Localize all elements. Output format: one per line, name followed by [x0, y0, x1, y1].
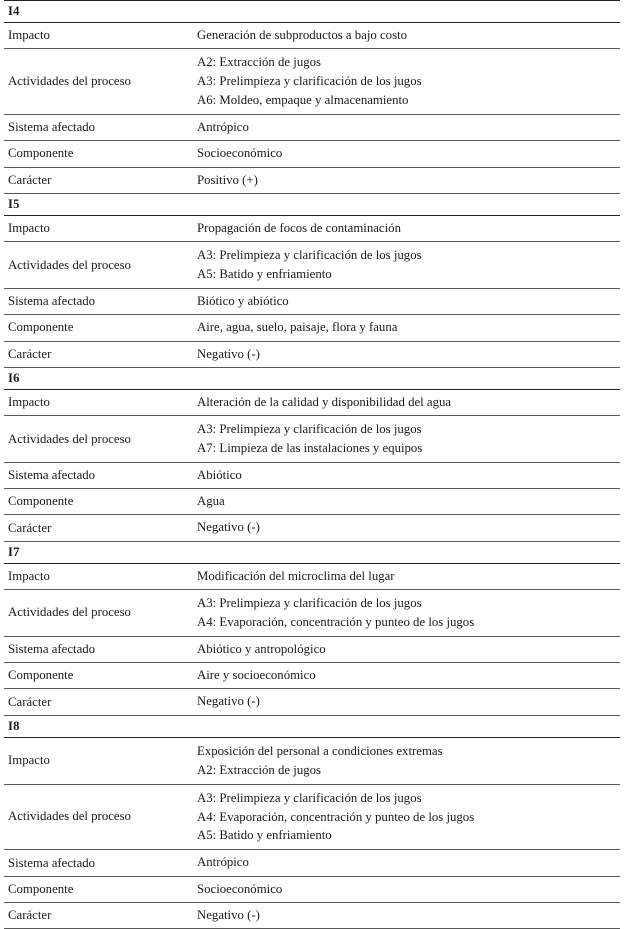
text-block [197, 420, 616, 458]
table-row [4, 902, 620, 928]
table-row [4, 636, 620, 662]
text-line: Negativo (-) [197, 520, 260, 535]
table-row [4, 416, 620, 463]
row-label-sistema: Sistema afectado [4, 115, 191, 141]
row-value-sistema [191, 462, 620, 488]
table-row [4, 663, 620, 689]
text-line: Negativo (-) [197, 907, 260, 922]
row-label-impacto: Impacto [4, 737, 191, 784]
group-id: I8 [4, 715, 620, 737]
table-body [4, 1, 620, 929]
table-row [4, 590, 620, 637]
row-value-componente [191, 489, 620, 515]
table-row [4, 215, 620, 241]
group-id: I6 [4, 367, 620, 389]
row-label-actividades: Actividades del proceso [4, 49, 191, 115]
row-label-actividades: Actividades del proceso [4, 416, 191, 463]
row-label-impacto: Impacto [4, 563, 191, 589]
row-value-impacto [191, 23, 620, 49]
row-value-impacto [191, 563, 620, 589]
table-row [4, 289, 620, 315]
table-row [4, 315, 620, 341]
table-row [4, 784, 620, 850]
row-label-componente: Componente [4, 876, 191, 902]
row-value-impacto [191, 389, 620, 415]
text-line: A3: Prelimpieza y clarificación de los jugos [197, 422, 422, 437]
text-line: A6: Moldeo, empaque y almacenamiento [197, 93, 409, 108]
text-line: Propagación de focos de contaminación [197, 220, 401, 235]
row-label-caracter: Carácter [4, 167, 191, 193]
row-label-componente: Componente [4, 663, 191, 689]
text-block [197, 742, 616, 780]
text-line: Socioeconómico [197, 146, 283, 161]
row-value-sistema [191, 289, 620, 315]
row-label-impacto: Impacto [4, 215, 191, 241]
row-value-componente [191, 663, 620, 689]
row-label-sistema: Sistema afectado [4, 636, 191, 662]
text-line: A7: Limpieza de las instalaciones y equipos [197, 441, 423, 456]
text-line: A3: Prelimpieza y clarificación de los jugos [197, 596, 422, 611]
text-line: A3: Prelimpieza y clarificación de los jugos [197, 790, 422, 805]
text-line: A3: Prelimpieza y clarificación de los jugos [197, 248, 422, 263]
text-line: A5: Batido y enfriamiento [197, 267, 332, 282]
row-value-caracter [191, 167, 620, 193]
row-label-sistema: Sistema afectado [4, 289, 191, 315]
group-id: I7 [4, 541, 620, 563]
row-value-caracter [191, 902, 620, 928]
row-label-caracter: Carácter [4, 689, 191, 715]
row-label-sistema: Sistema afectado [4, 850, 191, 876]
row-label-componente: Componente [4, 489, 191, 515]
text-line: Negativo (-) [197, 346, 260, 361]
group-id: I5 [4, 193, 620, 215]
row-label-impacto: Impacto [4, 389, 191, 415]
text-line: Socioeconómico [197, 881, 283, 896]
text-line: Aire, agua, suelo, paisaje, flora y fauna [197, 320, 398, 335]
table-row [4, 737, 620, 784]
row-label-sistema: Sistema afectado [4, 462, 191, 488]
row-value-caracter [191, 515, 620, 541]
text-line: Negativo (-) [197, 694, 260, 709]
row-value-actividades [191, 242, 620, 289]
row-value-actividades [191, 49, 620, 115]
row-label-impacto: Impacto [4, 23, 191, 49]
row-value-componente [191, 876, 620, 902]
row-value-actividades [191, 590, 620, 637]
table-row [4, 242, 620, 289]
text-line: A5: Batido y enfriamiento [197, 828, 332, 843]
row-label-caracter: Carácter [4, 341, 191, 367]
text-block [197, 594, 616, 632]
group-id: I4 [4, 1, 620, 23]
text-line: Abiótico [197, 467, 242, 482]
group-header-row [4, 367, 620, 389]
group-header-row [4, 1, 620, 23]
table-row [4, 563, 620, 589]
text-line: Generación de subproductos a bajo costo [197, 28, 408, 42]
row-label-actividades: Actividades del proceso [4, 590, 191, 637]
text-block [197, 246, 616, 284]
group-header-row [4, 193, 620, 215]
table-row [4, 167, 620, 193]
text-block [197, 53, 616, 110]
row-value-componente [191, 141, 620, 167]
text-line: A3: Prelimpieza y clarificación de los jugos [197, 74, 422, 89]
table-row [4, 341, 620, 367]
text-line: Antrópico [197, 120, 249, 135]
table-row [4, 389, 620, 415]
row-value-componente [191, 315, 620, 341]
row-value-impacto [191, 737, 620, 784]
row-label-caracter: Carácter [4, 515, 191, 541]
text-line: A2: Extracción de jugos [197, 762, 322, 777]
table-row [4, 689, 620, 715]
environmental-impact-table [4, 0, 620, 929]
row-label-componente: Componente [4, 141, 191, 167]
row-label-caracter: Carácter [4, 902, 191, 928]
table-row [4, 489, 620, 515]
text-line: A2: Extracción de jugos [197, 55, 322, 70]
text-block [197, 789, 616, 846]
table-row [4, 49, 620, 115]
row-label-actividades: Actividades del proceso [4, 784, 191, 850]
table-row [4, 141, 620, 167]
text-line: Biótico y abiótico [197, 294, 289, 309]
row-value-actividades [191, 784, 620, 850]
text-line: Alteración de la calidad y disponibilidad del agua [197, 394, 452, 409]
text-line: Modificación del microclima del lugar [197, 568, 395, 583]
text-line: Abiótico y antropológico [197, 641, 326, 656]
table-row [4, 850, 620, 876]
row-value-sistema [191, 636, 620, 662]
table-row [4, 876, 620, 902]
row-value-sistema [191, 850, 620, 876]
text-line: Exposición del personal a condiciones extremas [197, 743, 443, 758]
row-value-impacto [191, 215, 620, 241]
text-line: Positivo (+) [197, 172, 258, 187]
row-value-caracter [191, 689, 620, 715]
table-row [4, 23, 620, 49]
row-label-actividades: Actividades del proceso [4, 242, 191, 289]
group-header-row [4, 715, 620, 737]
row-value-caracter [191, 341, 620, 367]
text-line: Aire y socioeconómico [197, 668, 316, 683]
text-line: A4: Evaporación, concentración y punteo de los jugos [197, 614, 475, 629]
row-label-componente: Componente [4, 315, 191, 341]
row-value-sistema [191, 115, 620, 141]
table-row [4, 462, 620, 488]
text-line: Antrópico [197, 855, 249, 870]
row-value-actividades [191, 416, 620, 463]
table-row [4, 515, 620, 541]
text-line: Agua [197, 494, 225, 509]
table-row [4, 115, 620, 141]
text-line: A4: Evaporación, concentración y punteo de los jugos [197, 809, 475, 824]
group-header-row [4, 541, 620, 563]
